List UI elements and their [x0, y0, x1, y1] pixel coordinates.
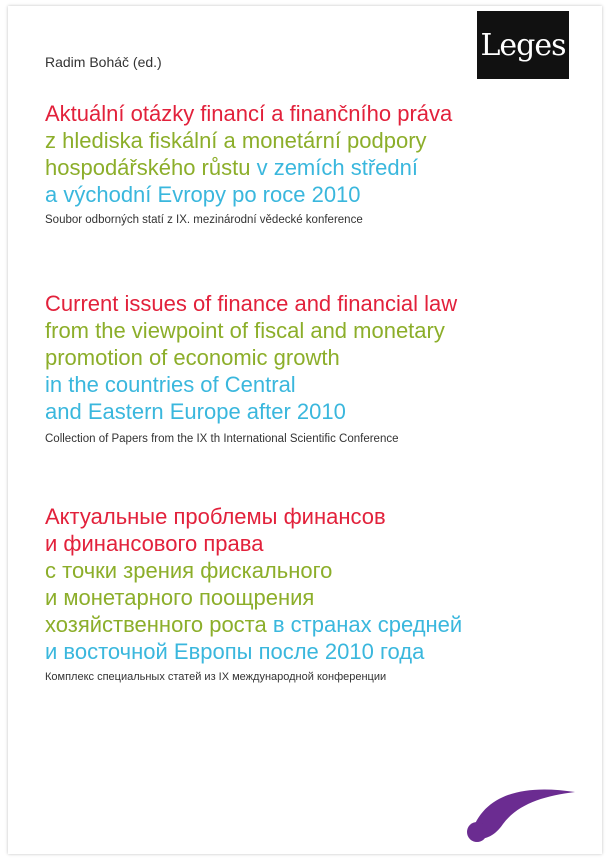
russian-subtitle: Комплекс специальных статей из IX международной конференции: [45, 671, 387, 683]
title-segment: хозяйственного роста: [45, 612, 273, 637]
title-line: [45, 530, 605, 557]
title-segment: Current issues of finance and financial law: [45, 291, 458, 316]
title-line: [45, 181, 605, 208]
title-segment: и финансового права: [45, 531, 264, 556]
author-name: Radim Boháč (ed.): [45, 54, 162, 70]
title-line: [45, 371, 605, 398]
title-segment: Актуальные проблемы финансов: [45, 504, 386, 529]
title-line: [45, 638, 605, 665]
english-subtitle: Collection of Papers from the IX th International Scientific Conference: [45, 433, 399, 445]
title-segment: and Eastern Europe after 2010: [45, 399, 346, 424]
english-title: [45, 290, 605, 425]
czech-title: [45, 100, 605, 208]
title-line: [45, 127, 605, 154]
title-line: [45, 584, 605, 611]
title-segment: с точки зрения фискального: [45, 558, 333, 583]
title-segment: и монетарного поощрения: [45, 585, 315, 610]
publisher-logo: Leges: [477, 11, 569, 79]
title-segment: hospodářského růstu: [45, 155, 257, 180]
title-line: [45, 100, 605, 127]
czech-title-block: [45, 100, 605, 226]
title-segment: и восточной Европы после 2010 года: [45, 639, 425, 664]
title-line: [45, 154, 605, 181]
title-line: [45, 503, 605, 530]
title-segment: from the viewpoint of fiscal and monetary: [45, 318, 445, 343]
title-line: [45, 344, 605, 371]
title-segment: in the countries of Central: [45, 372, 296, 397]
title-line: [45, 611, 605, 638]
russian-title-block: [45, 503, 605, 683]
title-segment: promotion of economic growth: [45, 345, 340, 370]
title-segment: z hlediska fiskální a monetární podpory: [45, 128, 427, 153]
czech-subtitle: Soubor odborných statí z IX. mezinárodní vědecké konference: [45, 214, 363, 226]
title-segment: a východní Evropy po roce 2010: [45, 182, 361, 207]
title-segment: Aktuální otázky financí a finančního práva: [45, 101, 453, 126]
book-cover: [8, 6, 602, 854]
russian-title: [45, 503, 605, 665]
title-segment: в странах средней: [272, 612, 463, 637]
title-line: [45, 290, 605, 317]
title-segment: v zemích střední: [256, 155, 418, 180]
title-line: [45, 398, 605, 425]
swoosh-logo-icon: [463, 774, 583, 854]
title-line: [45, 317, 605, 344]
title-line: [45, 557, 605, 584]
english-title-block: [45, 290, 605, 445]
